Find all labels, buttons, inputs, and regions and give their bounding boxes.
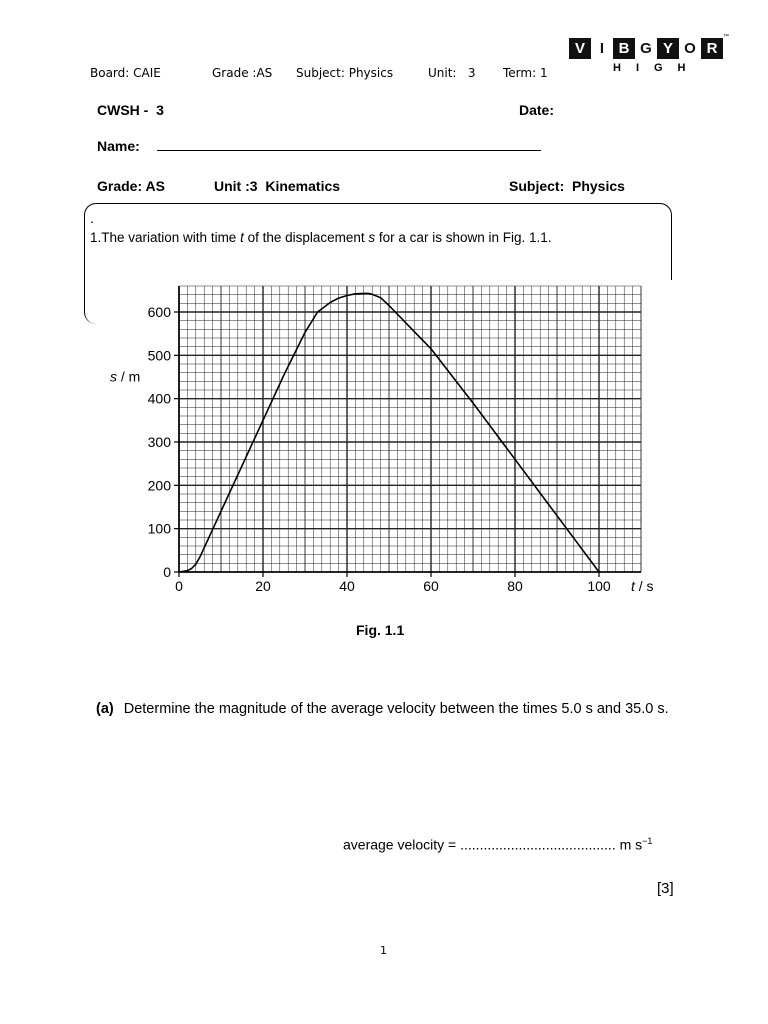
question-text-after: for a car is shown in Fig. 1.1. — [375, 230, 552, 245]
question-var-t: t — [240, 230, 244, 245]
logo-trademark: ™ — [723, 34, 729, 40]
answer-unit: m s — [619, 836, 643, 853]
question-dot: . — [90, 210, 94, 226]
displacement-time-graph — [100, 280, 680, 600]
y-tick-label: 600 — [147, 304, 171, 320]
question-text-middle: of the displacement — [243, 230, 369, 245]
y-tick-label: 400 — [147, 390, 171, 407]
answer-label: average velocity = — [343, 836, 461, 853]
logo-letter: Y — [657, 38, 679, 59]
vibgyor-logo — [569, 34, 729, 78]
part-a-label: (a) — [96, 701, 114, 717]
x-tick-label: 20 — [255, 578, 271, 594]
logo-letter: O — [679, 38, 701, 59]
term-label: Term: 1 — [503, 66, 548, 80]
figure-caption: Fig. 1.1 — [356, 622, 405, 638]
logo-letter: R — [701, 38, 723, 59]
y-tick-label: 100 — [147, 520, 171, 537]
part-a-text: Determine the magnitude of the average velocity between the times 5.0 s and 35.0 s. — [123, 701, 669, 717]
y-tick-label: 500 — [147, 347, 171, 364]
answer-blank[interactable]: ........................................ — [460, 836, 616, 853]
logo-letter: V — [569, 38, 591, 59]
date-label: Date: — [519, 102, 555, 118]
name-line — [157, 150, 541, 151]
grade-label: Grade: AS — [97, 178, 165, 194]
question-var-s: s — [368, 230, 376, 245]
sheet-code: CWSH - 3 — [97, 102, 164, 118]
y-tick-label: 300 — [147, 434, 171, 450]
logo-letter: I — [591, 38, 613, 59]
x-tick-label: 40 — [339, 578, 355, 594]
answer-unit-exponent: −1 — [642, 836, 653, 846]
subject-label: Subject: Physics — [509, 178, 625, 194]
x-axis-label: t / s — [631, 578, 654, 594]
board-label: Board: CAIE — [90, 66, 161, 80]
question-text — [90, 230, 552, 245]
x-tick-label: 60 — [423, 578, 439, 594]
y-axis-label: s / m — [110, 368, 141, 385]
x-tick-label: 0 — [175, 578, 183, 594]
page-number: 1 — [380, 944, 387, 957]
x-tick-label: 80 — [507, 578, 523, 594]
marks-label: [3] — [657, 880, 674, 897]
unit-label: Unit :3 Kinematics — [214, 178, 341, 194]
y-tick-label: 200 — [147, 477, 171, 494]
question-text-before: The variation with time — [101, 230, 241, 245]
answer-line — [343, 836, 652, 853]
y-tick-label: 0 — [163, 564, 171, 580]
grade-header-label: Grade :AS — [212, 66, 273, 80]
logo-letter: G — [635, 38, 657, 59]
unit-header-label: Unit: 3 — [428, 66, 476, 80]
logo-letter: B — [613, 38, 635, 59]
logo-subtitle: HIGH — [613, 62, 701, 74]
x-tick-label: 100 — [587, 578, 611, 594]
question-number: 1. — [90, 230, 102, 245]
part-a-question — [96, 701, 669, 717]
subject-header-label: Subject: Physics — [296, 66, 394, 80]
name-label: Name: — [97, 138, 140, 154]
